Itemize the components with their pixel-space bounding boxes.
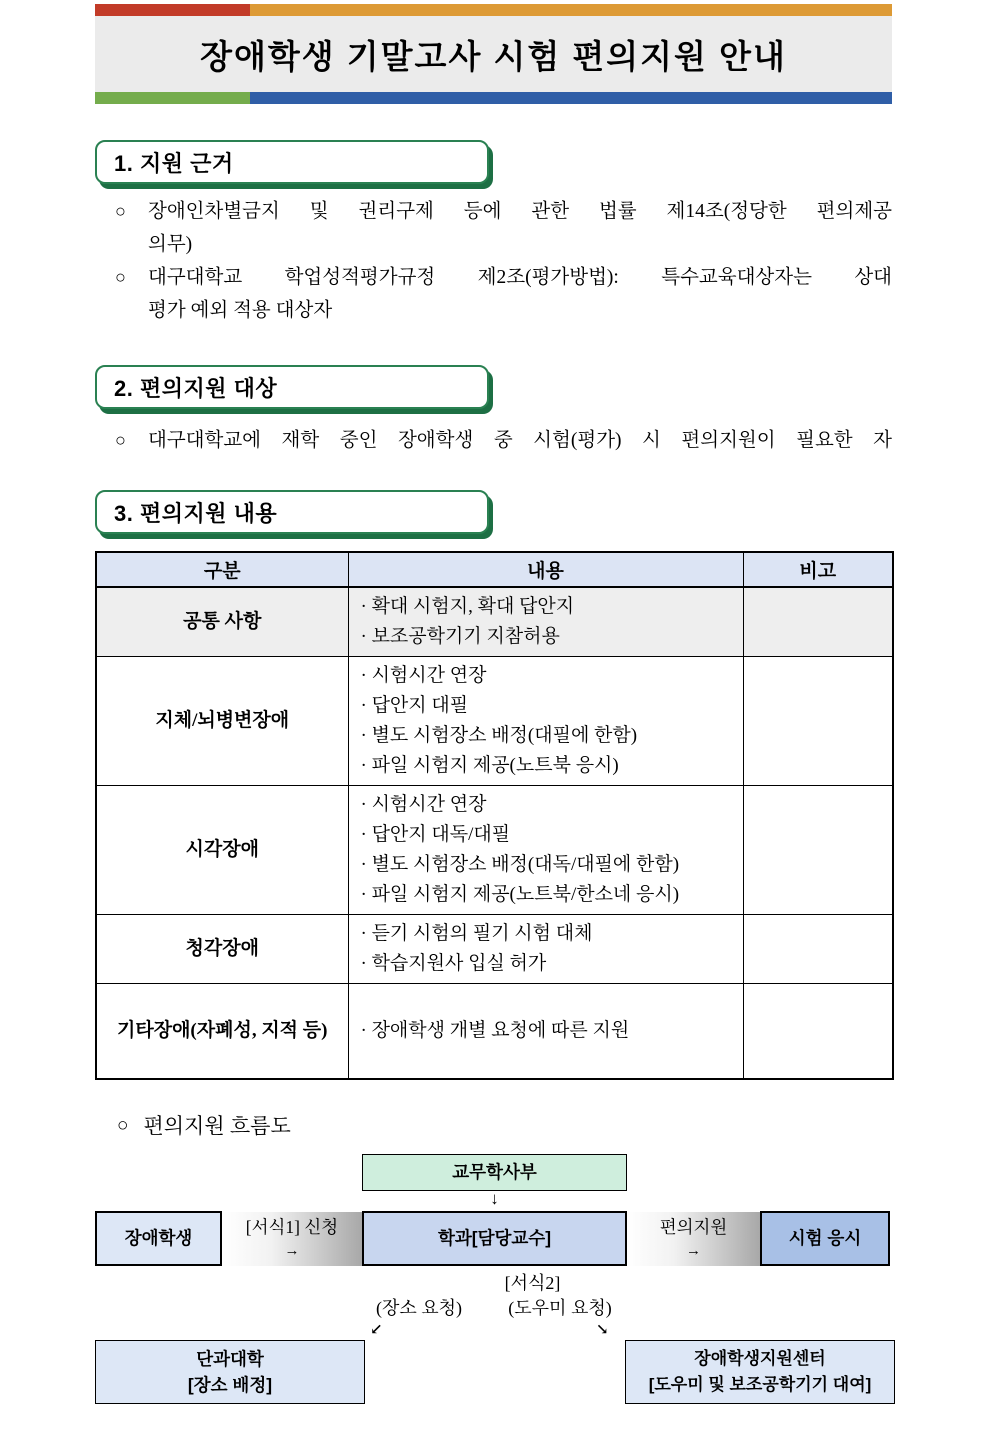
flow-diagram-heading	[117, 1113, 291, 1139]
content-item: · 별도 시험장소 배정(대독/대필에 한함)	[360, 854, 680, 875]
content-item: · 보조공학기기 지참허용	[360, 626, 560, 647]
column-header-note: 비고	[743, 552, 893, 587]
top-bar-red-segment	[95, 4, 250, 16]
content-item: · 파일 시험지 제공(노트북 응시)	[360, 755, 619, 776]
table-row-hearing	[96, 915, 893, 984]
bullet-line: 대구대학교 학업성적평가규정 제2조(평가방법): 특수교육대상자는 상대	[148, 267, 892, 288]
down-left-arrow-icon: ↙	[370, 1321, 383, 1338]
table-row-common	[96, 587, 893, 657]
note-cell	[743, 786, 893, 915]
content-item: · 답안지 대독/대필	[360, 824, 511, 845]
section-2-body	[95, 424, 892, 457]
content-cell	[348, 915, 743, 984]
content-item: · 장애학생 개별 요청에 따른 지원	[360, 1019, 630, 1041]
top-accent-bar	[95, 4, 892, 16]
support-flow-diagram	[95, 1080, 895, 1443]
bullet-line: 의무)	[148, 234, 193, 255]
down-arrow-icon: ↓	[490, 1188, 499, 1208]
flow-box-college	[95, 1340, 365, 1404]
table-row-visual	[96, 786, 893, 915]
circle-bullet-icon: ○	[115, 430, 126, 450]
content-cell	[348, 657, 743, 786]
flow-heading-label: 편의지원 흐름도	[143, 1113, 291, 1138]
circle-bullet-icon: ○	[115, 201, 126, 221]
circle-bullet-icon: ○	[117, 1114, 129, 1136]
section-heading-label: 2. 편의지원 대상	[114, 375, 278, 401]
document-title: 장애학생 기말고사 시험 편의지원 안내	[200, 37, 787, 75]
content-cell	[348, 786, 743, 915]
content-cell	[348, 984, 743, 1079]
content-item: · 파일 시험지 제공(노트북/한소네 응시)	[360, 884, 680, 905]
right-arrow-icon: →	[686, 1242, 701, 1259]
flow-box-student: 장애학생	[95, 1211, 222, 1266]
document-page	[95, 4, 892, 1080]
bottom-bar-blue-segment	[250, 92, 892, 104]
note-cell	[743, 657, 893, 786]
category-cell: 기타장애(자폐성, 지적 등)	[96, 984, 348, 1079]
circle-bullet-icon: ○	[115, 267, 126, 287]
table-row-physical	[96, 657, 893, 786]
flow-box-disability-center	[625, 1340, 895, 1404]
note-cell	[743, 984, 893, 1079]
bottom-accent-bar	[95, 92, 892, 104]
content-item: · 시험시간 연장	[360, 665, 487, 686]
bottom-bar-green-segment	[95, 92, 250, 104]
request-form-label: [서식1] 신청	[245, 1216, 339, 1237]
section-heading-label: 1. 지원 근거	[114, 150, 234, 176]
flow-box-academic-affairs: 교무학사부	[362, 1154, 627, 1191]
note-cell	[743, 915, 893, 984]
right-arrow-icon: →	[284, 1242, 300, 1259]
flow-box-exam: 시험 응시	[760, 1211, 890, 1266]
flow-arrow-request	[222, 1212, 362, 1266]
flow-box-line: 장애학생지원센터	[694, 1348, 826, 1368]
column-header-category: 구분	[96, 552, 348, 587]
helper-request-label: (도우미 요청)	[508, 1297, 612, 1318]
note-cell	[743, 587, 893, 657]
support-label: 편의지원	[659, 1216, 728, 1237]
table-header-row	[96, 552, 893, 587]
bullet-line: 장애인차별금지 및 권리구제 등에 관한 법률 제14조(정당한 편의제공	[148, 201, 892, 222]
content-item: · 시험시간 연장	[360, 794, 487, 815]
bullet-text	[148, 195, 892, 261]
section-1-body	[95, 195, 892, 327]
top-bar-orange-segment	[250, 4, 892, 16]
form2-label: [서식2]	[504, 1272, 561, 1293]
content-cell	[348, 587, 743, 657]
bullet-item	[95, 261, 892, 327]
content-item: · 듣기 시험의 필기 시험 대체	[360, 923, 593, 944]
flow-box-line: 단과대학	[196, 1348, 264, 1369]
category-cell: 지체/뇌병변장애	[96, 657, 348, 786]
content-item: · 학습지원사 입실 허가	[360, 953, 547, 974]
bullet-text	[148, 261, 892, 327]
column-header-content: 내용	[348, 552, 743, 587]
content-item: · 답안지 대필	[360, 695, 469, 716]
section-heading-support-target	[95, 365, 489, 409]
flow-arrow-support	[627, 1212, 760, 1266]
bullet-item	[95, 195, 892, 261]
document-masthead	[95, 4, 892, 104]
bullet-line: 대구대학교에 재학 중인 장애학생 중 시험(평가) 시 편의지원이 필요한 자	[148, 430, 892, 451]
place-request-label: (장소 요청)	[375, 1297, 463, 1318]
content-item: · 별도 시험장소 배정(대필에 한함)	[360, 725, 638, 746]
title-banner	[95, 16, 892, 92]
flow-box-line: [장소 배정]	[187, 1374, 273, 1395]
section-heading-support-content	[95, 490, 489, 534]
section-heading-support-basis	[95, 140, 489, 184]
category-cell: 공통 사항	[96, 587, 348, 657]
category-cell: 시각장애	[96, 786, 348, 915]
bullet-text	[148, 424, 892, 457]
content-item: · 확대 시험지, 확대 답안지	[360, 596, 575, 617]
bullet-item	[95, 424, 892, 457]
bullet-line: 평가 예외 적용 대상자	[148, 300, 333, 321]
section-heading-label: 3. 편의지원 내용	[114, 500, 278, 526]
flow-box-department: 학과[담당교수]	[362, 1211, 627, 1266]
category-cell: 청각장애	[96, 915, 348, 984]
accommodation-table	[95, 551, 894, 1080]
down-right-arrow-icon: ↘	[596, 1321, 609, 1338]
flow-box-line: [도우미 및 보조공학기기 대여]	[648, 1374, 872, 1394]
table-row-other	[96, 984, 893, 1079]
